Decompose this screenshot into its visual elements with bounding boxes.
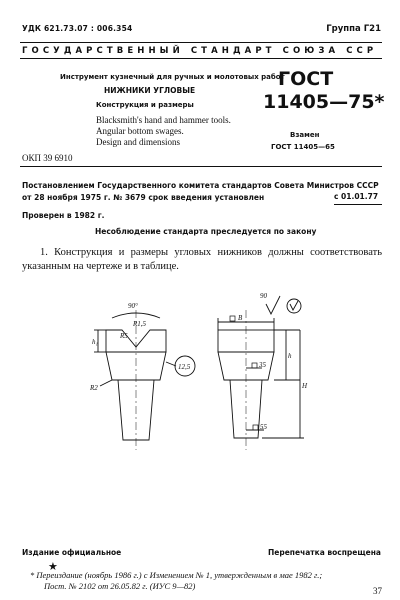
official-edition: Издание официальное: [22, 548, 122, 557]
gost-number: 11405—75*: [263, 91, 385, 113]
banner-text: ГОСУДАРСТВЕННЫЙ СТАНДАРТ СОЮЗА ССР: [22, 46, 378, 56]
square-55-icon: [253, 425, 258, 430]
replaces-label: Взамен: [290, 131, 320, 139]
english-line-1: Blacksmith's hand and hammer tools.: [96, 115, 231, 125]
radius-label: R2: [90, 384, 98, 392]
star-icon: ★: [48, 560, 58, 573]
english-line-3: Design and dimensions: [96, 137, 180, 147]
b-label: B: [238, 314, 243, 322]
hh-label: H: [302, 382, 308, 390]
callout-label: 12,5: [178, 363, 191, 371]
gost-label: ГОСТ: [278, 68, 334, 90]
angle-label: 90°: [128, 302, 138, 310]
square-b-icon: [230, 316, 235, 321]
english-line-2: Angular bottom swages.: [96, 126, 184, 136]
reprint-prohibited: Перепечатка воспрещена: [267, 548, 381, 557]
effective-date-underline: [334, 204, 382, 205]
edition-note: [30, 570, 322, 592]
r5-label: R5: [120, 332, 128, 340]
effective-date: с 01.01.77: [334, 192, 379, 201]
title-line-3: Конструкция и размеры: [96, 101, 194, 109]
group-code: Группа Г21: [326, 24, 381, 34]
roughness-check-icon: [266, 296, 280, 314]
h1-label: h₁: [92, 338, 98, 346]
note-line-2: Пост. № 2102 от 26.05.82 г. (ИУС 9—82): [44, 581, 196, 591]
english-title: [96, 115, 231, 148]
callout-leader: [166, 362, 176, 366]
banner-rule-bottom: [20, 58, 382, 59]
violation-note: Несоблюдение стандарта преследуется по закону: [95, 227, 317, 236]
square-35-icon: [252, 363, 257, 368]
r15-label: R1,5: [133, 320, 147, 328]
decree: [22, 180, 379, 204]
paragraph-1: 1. Конструкция и размеры угловых нижников должны соответствовать указанным на чертеже и в таблице.: [22, 247, 382, 272]
sq55-label: 55: [260, 423, 267, 431]
okp-code: ОКП 39 6910: [22, 153, 73, 163]
technical-drawing: [0, 290, 400, 540]
decree-line-2: от 28 ноября 1975 г. № 3679 срок введения установлен: [22, 193, 265, 202]
roughness-inner-check-icon: [290, 301, 298, 310]
r2-leader: [100, 380, 112, 386]
checked-note: Проверен в 1982 г.: [22, 211, 105, 220]
note-line-1: * Переиздание (ноябрь 1986 г.) с Изменением № 1, утвержденным в мае 1982 г.;: [30, 570, 323, 580]
roughness-circle-icon: [287, 299, 301, 313]
decree-line-1: Постановлением Государственного комитета стандартов Совета Министров СССР: [22, 181, 379, 190]
roughness-label: 90: [260, 292, 267, 300]
sq35-label: 35: [259, 361, 266, 369]
replaces-standard: ГОСТ 11405—65: [271, 143, 335, 151]
h-label: h: [288, 352, 292, 360]
title-line-2: НИЖНИКИ УГЛОВЫЕ: [104, 86, 196, 95]
standard-banner: [0, 40, 400, 60]
udk-code: УДК 621.73.07 : 006.354: [22, 24, 133, 33]
title-line-1: Инструмент кузнечный для ручных и молотовых работ: [60, 73, 285, 81]
banner-rule-top: [20, 42, 382, 43]
page-number: 37: [373, 586, 382, 596]
divider: [20, 166, 382, 167]
